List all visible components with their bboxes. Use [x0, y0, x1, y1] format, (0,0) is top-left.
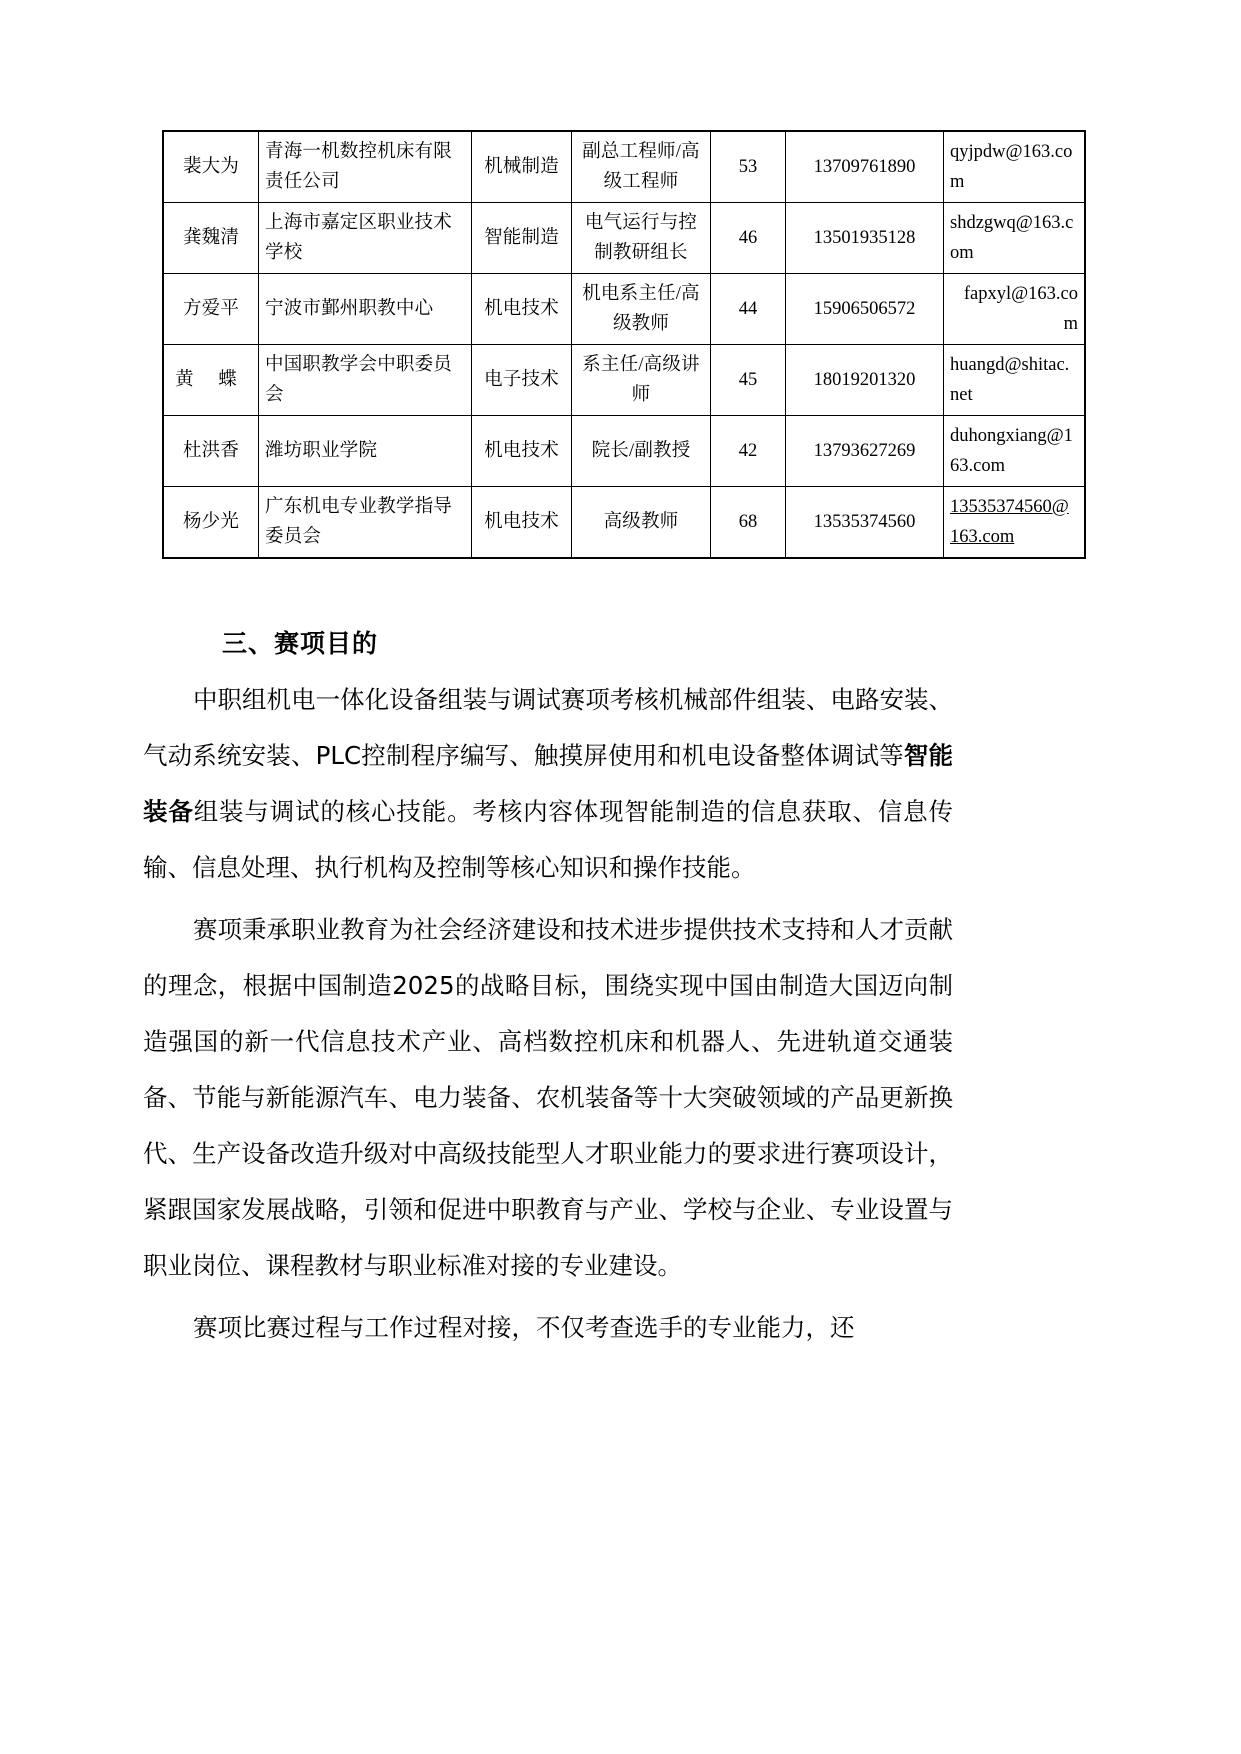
- cell-age: 44: [711, 274, 786, 345]
- email-hyperlink[interactable]: 13535374560@163.com: [950, 497, 1069, 547]
- table-body: [163, 131, 1085, 558]
- cell-title: 系主任/高级讲师: [572, 345, 711, 416]
- cell-phone: 13793627269: [786, 416, 944, 487]
- expert-roster-table-container: [162, 130, 1078, 559]
- cell-org: 青海一机数控机床有限责任公司: [259, 131, 472, 203]
- cell-title: 高级教师: [572, 487, 711, 559]
- cell-phone: 18019201320: [786, 345, 944, 416]
- cell-major: 机电技术: [472, 274, 572, 345]
- cell-title: 院长/副教授: [572, 416, 711, 487]
- cell-major: 智能制造: [472, 203, 572, 274]
- expert-roster-table: [162, 130, 1086, 559]
- cell-major: 机电技术: [472, 487, 572, 559]
- paragraph-1-part-1: 中职组机电一体化设备组装与调试赛项考核机械部件组装、电路安装、气动系统安装、PLC控制程序编写、触摸屏使用和机电设备整体调试等: [143, 685, 953, 770]
- cell-title: 机电系主任/高级教师: [572, 274, 711, 345]
- cell-org: 中国职教学会中职委员会: [259, 345, 472, 416]
- table-row: [163, 274, 1085, 345]
- cell-name: 杨少光: [163, 487, 259, 559]
- cell-name: 黄 蝶: [163, 345, 259, 416]
- table-row: [163, 345, 1085, 416]
- cell-name: 方爱平: [163, 274, 259, 345]
- cell-major: 机械制造: [472, 131, 572, 203]
- paragraph-strategy: 赛项秉承职业教育为社会经济建设和技术进步提供技术支持和人才贡献的理念，根据中国制造2025的战略目标，围绕实现中国由制造大国迈向制造强国的新一代信息技术产业、高档数控机床和机器人、先进轨道交通装备、节能与新能源汽车、电力装备、农机装备等十大突破领域的产品更新换代、生产设备改造升级对中高级技能型人才职业能力的要求进行赛项设计，紧跟国家发展战略，引领和促进中职教育与产业、学校与企业、专业设置与职业岗位、课程教材与职业标准对接的专业建设。: [143, 915, 953, 1280]
- cell-org: 宁波市鄞州职教中心: [259, 274, 472, 345]
- cell-email: shdzgwq@163.com: [944, 203, 1086, 274]
- cell-phone: 15906506572: [786, 274, 944, 345]
- cell-title: 电气运行与控制教研组长: [572, 203, 711, 274]
- table-row: [163, 487, 1085, 559]
- cell-org: 上海市嘉定区职业技术学校: [259, 203, 472, 274]
- cell-name: 杜洪香: [163, 416, 259, 487]
- cell-age: 68: [711, 487, 786, 559]
- cell-name: 龚魏清: [163, 203, 259, 274]
- cell-email: qyjpdw@163.com: [944, 131, 1086, 203]
- cell-age: 45: [711, 345, 786, 416]
- table-row: [163, 416, 1085, 487]
- table-row: [163, 131, 1085, 203]
- cell-age: 53: [711, 131, 786, 203]
- cell-major: 机电技术: [472, 416, 572, 487]
- cell-org: 潍坊职业学院: [259, 416, 472, 487]
- paragraph-process: 赛项比赛过程与工作过程对接，不仅考查选手的专业能力，还: [193, 1313, 855, 1342]
- cell-email: huangd@shitac.net: [944, 345, 1086, 416]
- body-text: [143, 672, 953, 1362]
- cell-phone: 13501935128: [786, 203, 944, 274]
- cell-email: duhongxiang@163.com: [944, 416, 1086, 487]
- cell-age: 42: [711, 416, 786, 487]
- cell-org: 广东机电专业教学指导委员会: [259, 487, 472, 559]
- cell-title: 副总工程师/高级工程师: [572, 131, 711, 203]
- section-heading: 三、赛项目的: [222, 629, 379, 658]
- cell-major: 电子技术: [472, 345, 572, 416]
- paragraph-purpose-scope: [143, 672, 953, 896]
- cell-phone: 13709761890: [786, 131, 944, 203]
- cell-email: fapxyl@163.com: [944, 274, 1086, 345]
- cell-phone: 13535374560: [786, 487, 944, 559]
- table-row: [163, 203, 1085, 274]
- paragraph-1-part-2: 组装与调试的核心技能。考核内容体现智能制造的信息获取、信息传输、信息处理、执行机构及控制等核心知识和操作技能。: [143, 797, 954, 882]
- cell-age: 46: [711, 203, 786, 274]
- cell-email-link[interactable]: [944, 487, 1086, 559]
- paragraph-1-emphasis: 智能装备: [143, 741, 954, 826]
- cell-name: 裴大为: [163, 131, 259, 203]
